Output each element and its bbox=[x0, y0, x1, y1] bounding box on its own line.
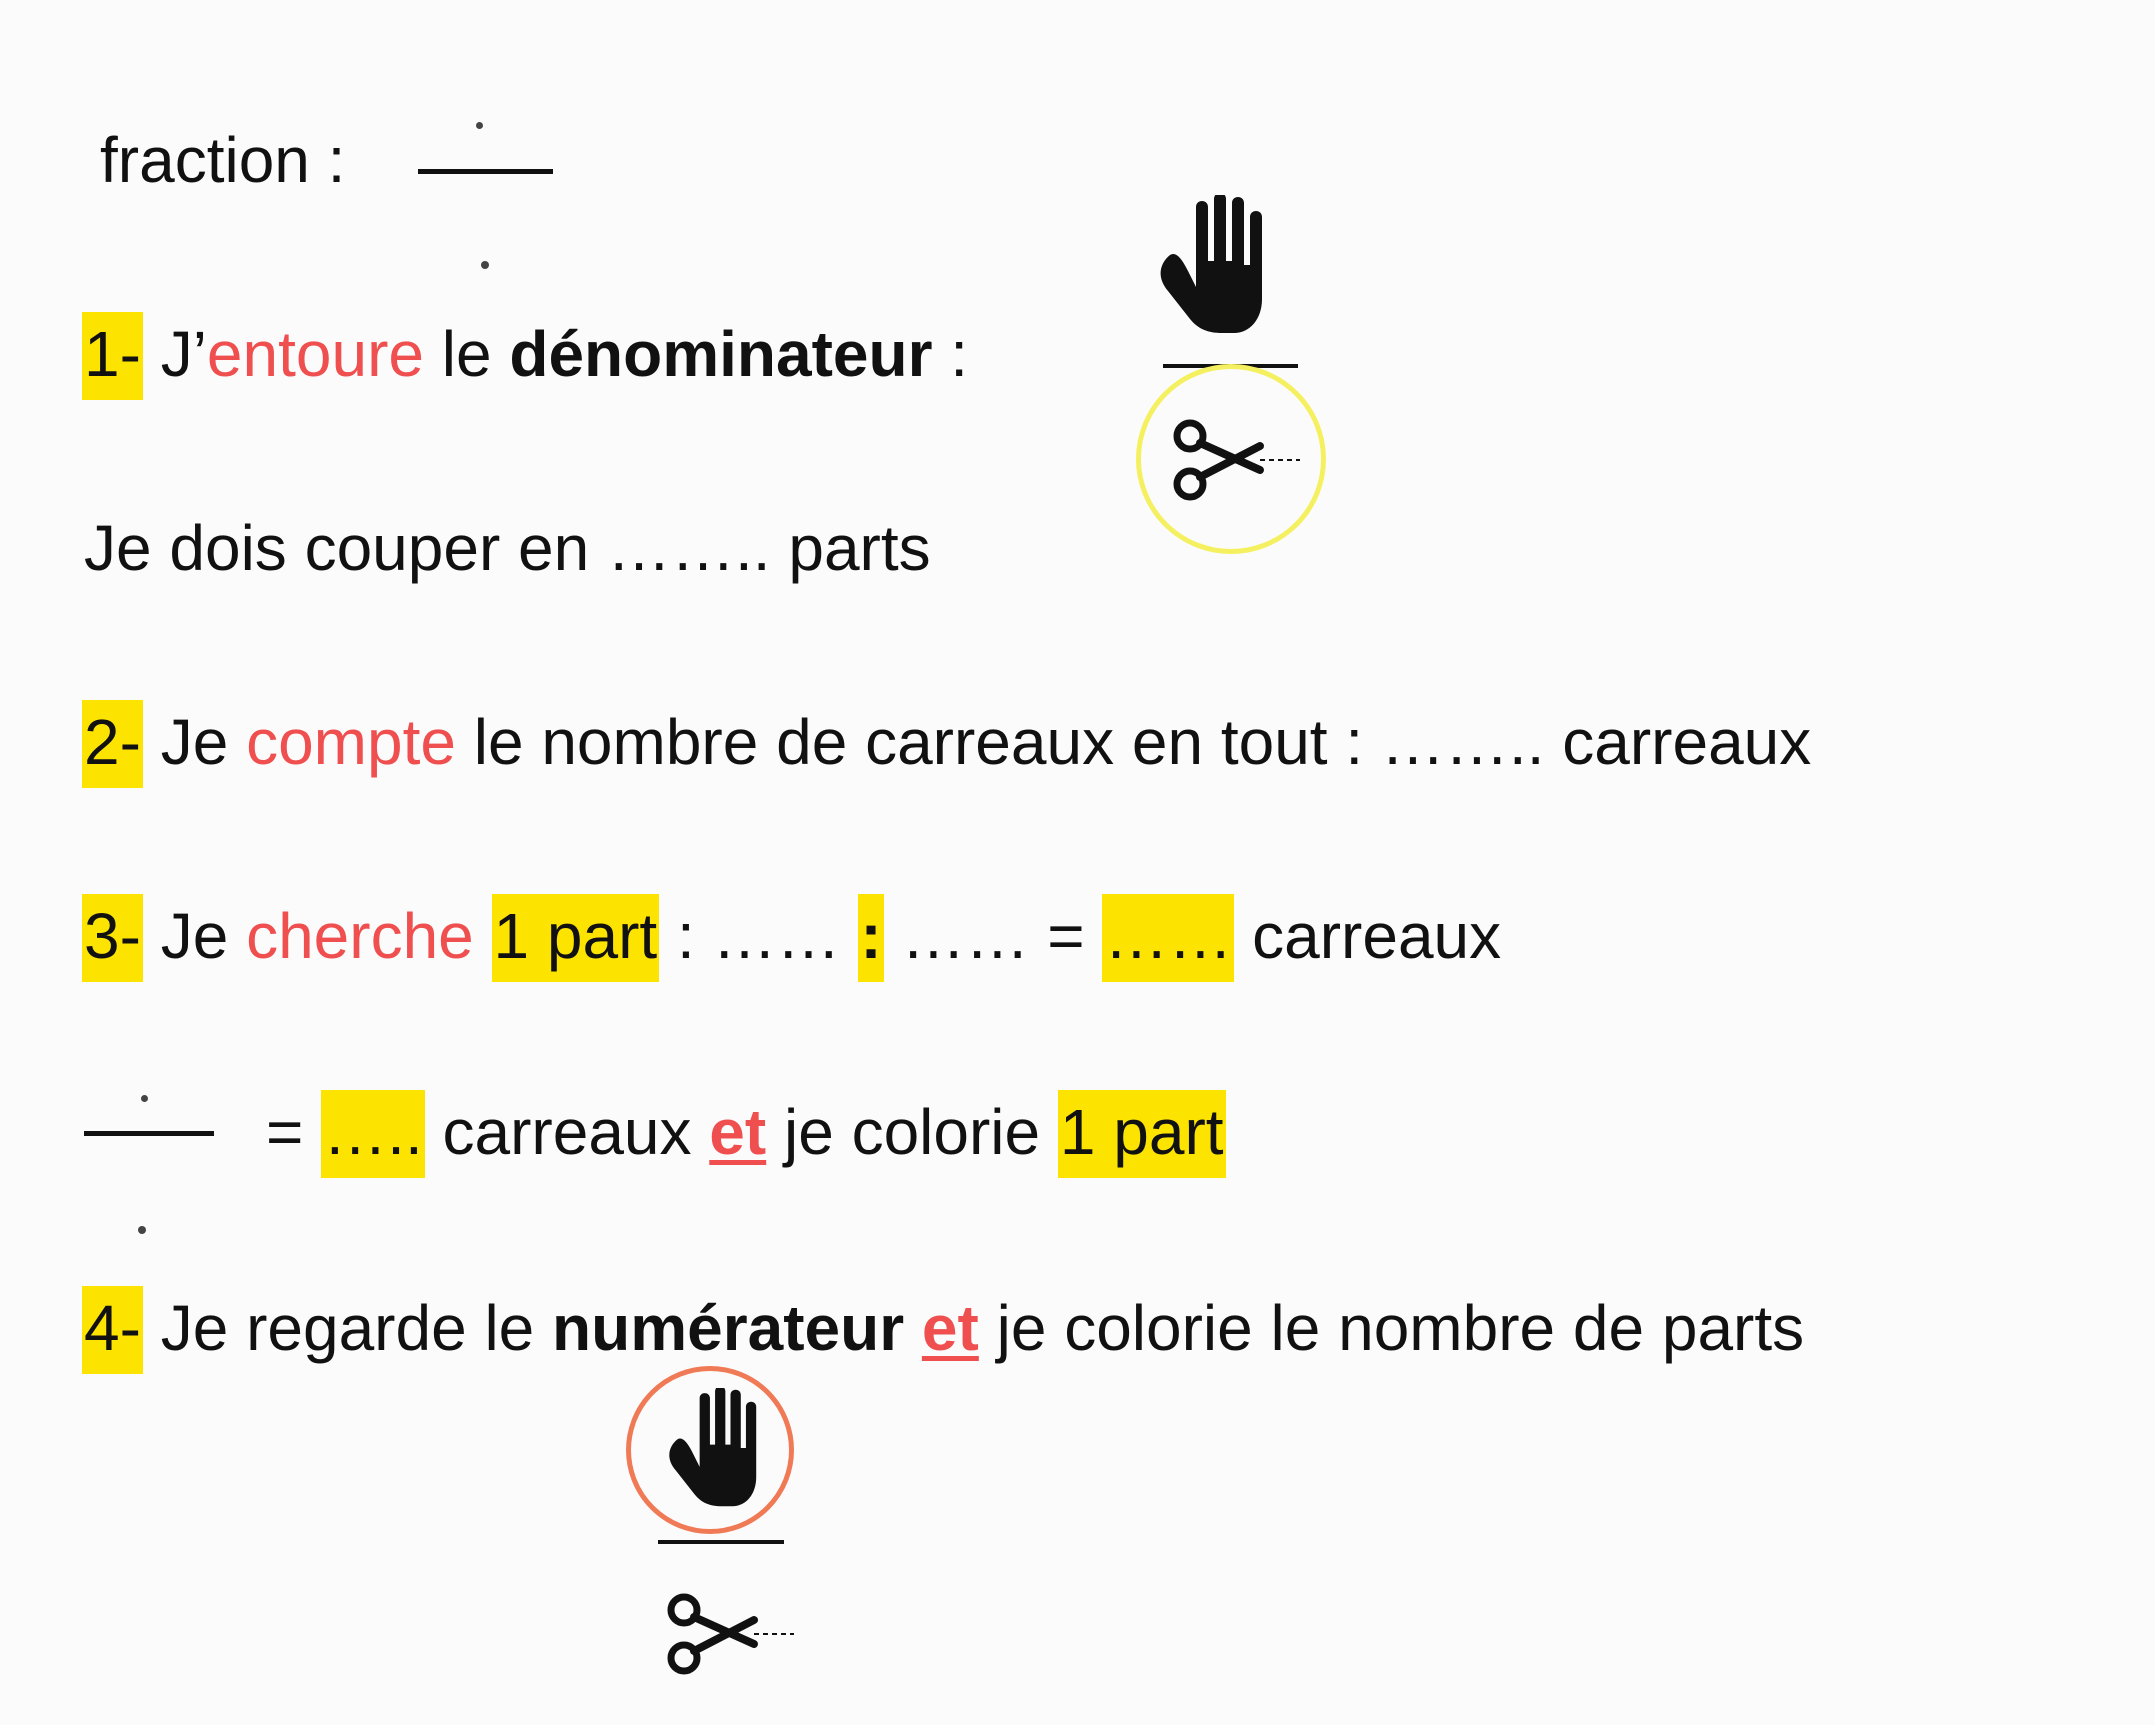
numerator-dot bbox=[476, 122, 483, 129]
step2-prefix: Je bbox=[142, 706, 247, 778]
step4-space bbox=[904, 1292, 922, 1364]
step4-et: et bbox=[921, 1292, 979, 1364]
step3-result: …… bbox=[1102, 894, 1234, 982]
step3-suffix: carreaux bbox=[1234, 900, 1502, 972]
fraction-line-equals: = bbox=[266, 1096, 304, 1168]
step2-verb: compte bbox=[246, 706, 456, 778]
step3-space bbox=[474, 900, 492, 972]
step2-line bbox=[82, 706, 1812, 778]
step1-verb: entoure bbox=[206, 318, 424, 390]
step2-number: 2- bbox=[82, 700, 143, 788]
step1-line bbox=[82, 318, 969, 390]
step4-suffix: je colorie le nombre de parts bbox=[978, 1292, 1805, 1364]
fraction-line bbox=[266, 1096, 1226, 1168]
hand-stop-icon bbox=[652, 1388, 767, 1508]
fraction-line-part: 1 part bbox=[1058, 1090, 1226, 1178]
fraction-line-result: ….. bbox=[321, 1090, 425, 1178]
step1-middle: le bbox=[423, 318, 510, 390]
scissors-icon bbox=[1172, 418, 1302, 503]
bottom-fraction-bar bbox=[658, 1540, 784, 1544]
step3-number: 3- bbox=[82, 894, 143, 982]
scissors-icon bbox=[666, 1592, 796, 1677]
step4-number: 4- bbox=[82, 1286, 143, 1374]
step3-divide-sign: : bbox=[858, 894, 883, 982]
step4-line bbox=[82, 1292, 1805, 1364]
step1-bold-word: dénominateur bbox=[509, 318, 933, 390]
fraction-line-denominator-dot bbox=[138, 1226, 146, 1234]
step1-suffix: : bbox=[932, 318, 969, 390]
fraction-line-numerator-dot bbox=[141, 1095, 148, 1102]
step3-middle: …… = bbox=[901, 900, 1103, 972]
step4-prefix: Je regarde le bbox=[142, 1292, 553, 1364]
denominator-dot bbox=[481, 261, 489, 269]
step3-after-part: : …… bbox=[659, 900, 841, 972]
step3-prefix: Je bbox=[142, 900, 247, 972]
step3-part: 1 part bbox=[492, 894, 660, 982]
step1-prefix: J’ bbox=[160, 318, 207, 390]
fraction-line-colorie: je colorie bbox=[766, 1096, 1058, 1168]
fraction-line-carreaux: carreaux bbox=[424, 1096, 710, 1168]
cut-instruction: Je dois couper en …….. parts bbox=[84, 512, 931, 584]
fraction-line-bar bbox=[84, 1131, 214, 1136]
step3-line bbox=[82, 900, 1502, 972]
step3-verb: cherche bbox=[246, 900, 474, 972]
step4-bold-word: numérateur bbox=[552, 1292, 905, 1364]
step2-suffix: le nombre de carreaux en tout : …….. carreaux bbox=[455, 706, 1812, 778]
hand-stop-icon bbox=[1150, 195, 1265, 335]
fraction-bar bbox=[418, 169, 553, 174]
fraction-label: fraction : bbox=[100, 124, 346, 196]
step1-number: 1- bbox=[82, 312, 143, 400]
fraction-line-et: et bbox=[709, 1096, 767, 1168]
